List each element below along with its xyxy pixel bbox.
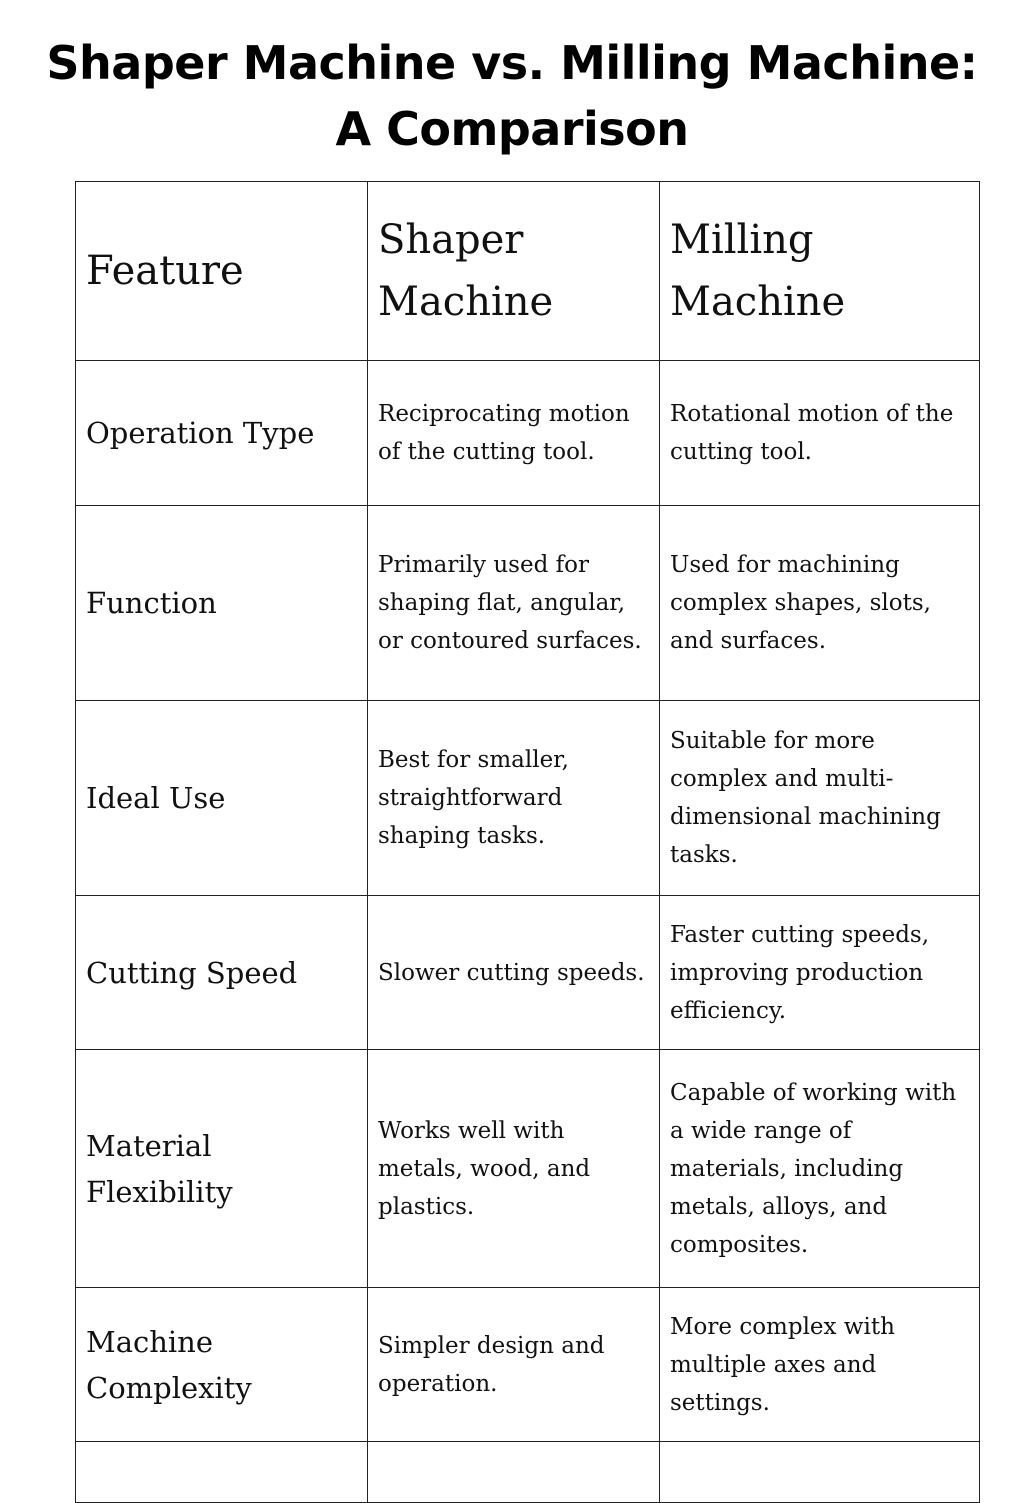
milling-cell: Faster cutting speeds, improving production efficiency. xyxy=(660,896,980,1050)
comparison-table xyxy=(75,181,980,1503)
shaper-cell: Works well with metals, wood, and plastics. xyxy=(368,1050,660,1288)
milling-cell: Rotational motion of the cutting tool. xyxy=(660,361,980,506)
header-feature: Feature xyxy=(76,182,368,361)
empty-cell xyxy=(368,1442,660,1503)
empty-cell xyxy=(660,1442,980,1503)
milling-cell: Suitable for more complex and multi-dimensional machining tasks. xyxy=(660,701,980,896)
shaper-cell: Best for smaller, straightforward shaping tasks. xyxy=(368,701,660,896)
table-row-cut-off xyxy=(76,1442,980,1503)
milling-cell: More complex with multiple axes and settings. xyxy=(660,1288,980,1442)
table-row xyxy=(76,896,980,1050)
empty-cell xyxy=(76,1442,368,1503)
milling-cell: Used for machining complex shapes, slots, and surfaces. xyxy=(660,506,980,701)
header-shaper-machine: Shaper Machine xyxy=(368,182,660,361)
shaper-cell: Reciprocating motion of the cutting tool. xyxy=(368,361,660,506)
shaper-cell: Simpler design and operation. xyxy=(368,1288,660,1442)
table-row xyxy=(76,506,980,701)
shaper-cell: Primarily used for shaping flat, angular, or contoured surfaces. xyxy=(368,506,660,701)
milling-cell: Capable of working with a wide range of materials, including metals, alloys, and composites. xyxy=(660,1050,980,1288)
feature-cell: Operation Type xyxy=(76,361,368,506)
page-title-line-1: Shaper Machine vs. Milling Machine: xyxy=(46,36,978,90)
page-title xyxy=(0,30,1024,162)
header-milling-machine: Milling Machine xyxy=(660,182,980,361)
table-row xyxy=(76,1050,980,1288)
table-row xyxy=(76,1288,980,1442)
feature-cell: Machine Complexity xyxy=(76,1288,368,1442)
table-header-row xyxy=(76,182,980,361)
feature-cell: Ideal Use xyxy=(76,701,368,896)
feature-cell: Cutting Speed xyxy=(76,896,368,1050)
shaper-cell: Slower cutting speeds. xyxy=(368,896,660,1050)
feature-cell: Material Flexibility xyxy=(76,1050,368,1288)
page-title-line-2: A Comparison xyxy=(335,102,689,156)
table-row xyxy=(76,701,980,896)
feature-cell: Function xyxy=(76,506,368,701)
table-row xyxy=(76,361,980,506)
